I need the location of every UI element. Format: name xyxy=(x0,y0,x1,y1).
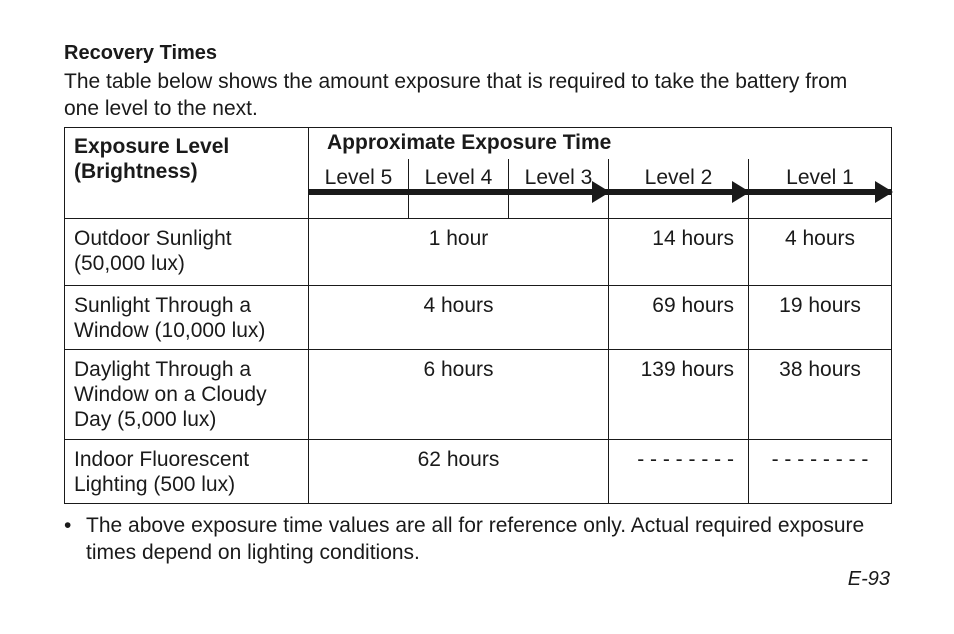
level-3-header: Level 3 xyxy=(509,159,609,219)
level-1-header: Level 1 xyxy=(749,159,892,219)
level-2-time: 69 hours xyxy=(609,286,749,350)
level-2-time: 14 hours xyxy=(609,219,749,286)
level-1-time: 38 hours xyxy=(749,350,892,440)
row-label: Daylight Through a Window on a Cloudy Day (5,000 lux) xyxy=(65,350,309,440)
row-label: Sunlight Through a Window (10,000 lux) xyxy=(65,286,309,350)
level-5-3-time: 6 hours xyxy=(309,350,609,440)
level-1-time: 19 hours xyxy=(749,286,892,350)
table-row xyxy=(65,440,892,504)
level-1-time: 4 hours xyxy=(749,219,892,286)
section-title: Recovery Times xyxy=(64,42,218,64)
arrow-bar xyxy=(409,189,508,195)
level-2-time: 139 hours xyxy=(609,350,749,440)
arrow-bar xyxy=(309,189,408,195)
bullet-icon: • xyxy=(64,514,72,537)
table-row xyxy=(65,286,892,350)
table-row xyxy=(65,350,892,440)
approx-exposure-time-header: Approximate Exposure Time xyxy=(309,128,892,159)
arrow-right-icon xyxy=(509,189,608,195)
exposure-level-header: Exposure Level (Brightness) xyxy=(65,128,309,219)
intro-paragraph: The table below shows the amount exposure that is required to take the battery from one level to the next. xyxy=(64,70,848,120)
level-5-3-time: 4 hours xyxy=(309,286,609,350)
level-4-header: Level 4 xyxy=(409,159,509,219)
note-text: The above exposure time values are all for reference only. Actual required exposure times depend on lighting conditions. xyxy=(86,514,865,564)
level-2-time: - - - - - - - - xyxy=(609,440,749,504)
level-5-3-time: 62 hours xyxy=(309,440,609,504)
row-label: Outdoor Sunlight (50,000 lux) xyxy=(65,219,309,286)
arrow-right-icon xyxy=(749,189,891,195)
level-2-header: Level 2 xyxy=(609,159,749,219)
recovery-times-table xyxy=(64,127,892,504)
page-number: E-93 xyxy=(847,568,890,590)
table-row xyxy=(65,219,892,286)
arrow-right-icon xyxy=(609,189,748,195)
level-5-header: Level 5 xyxy=(309,159,409,219)
level-5-3-time: 1 hour xyxy=(309,219,609,286)
level-1-time: - - - - - - - - xyxy=(749,440,892,504)
row-label: Indoor Fluorescent Lighting (500 lux) xyxy=(65,440,309,504)
